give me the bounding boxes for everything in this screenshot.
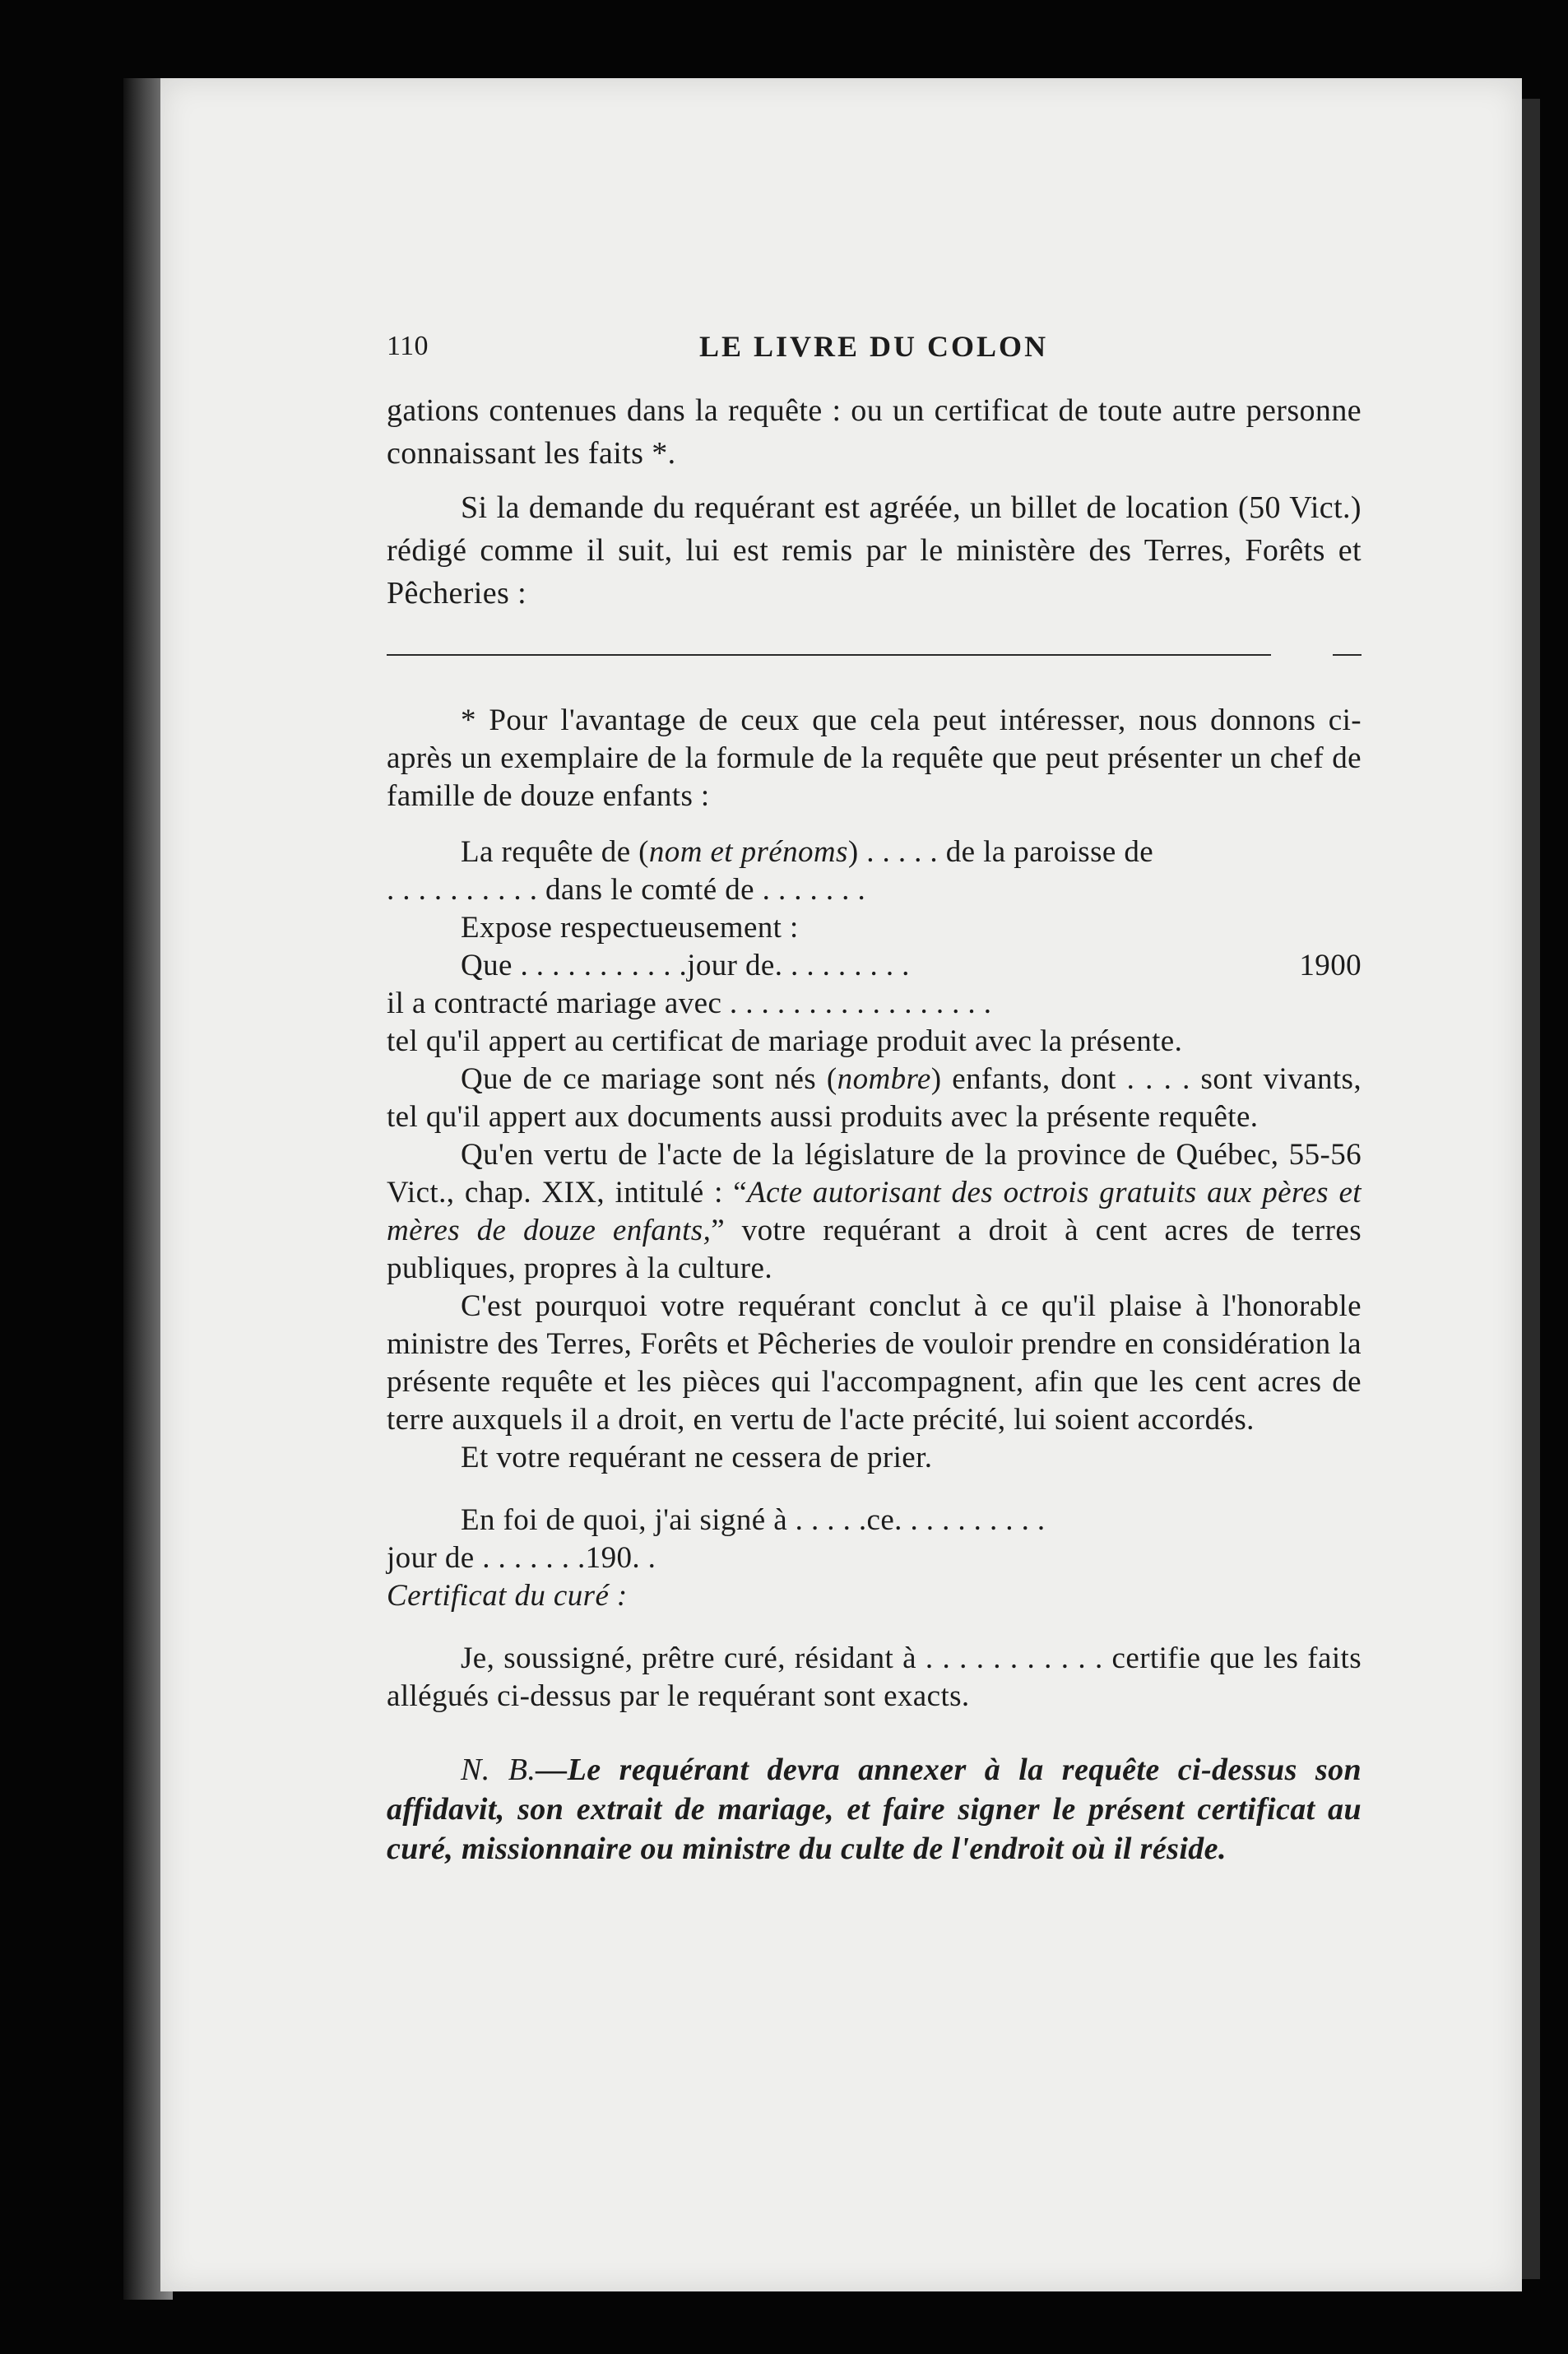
form-line-applicant (387, 833, 1362, 871)
form-paragraph-act (387, 1136, 1362, 1288)
footnote-rule-short (1333, 654, 1362, 656)
nota-bene (387, 1750, 1362, 1869)
form-paragraph-priest: Je, soussigné, prêtre curé, résidant à . . . . . . . . . . . certifie que les faits allégués ci-dessus par le requérant sont exacts. (387, 1641, 1362, 1713)
form-line-certificate: tel qu'il appert au certificat de mariage produit avec la présente. (387, 1024, 1183, 1058)
running-head (387, 325, 1362, 374)
form-line-signature: En foi de quoi, j'ai signé à . . . . .ce. . . . . . . . . . (461, 1503, 1046, 1537)
body-paragraph-2: Si la demande du requérant est agréée, un billet de location (50 Vict.) rédigé comme il suit, lui est remis par le ministère des Terres, Forêts et Pêcheries : (387, 490, 1362, 611)
spacer (387, 1615, 1362, 1640)
form-text: La requête de ( (461, 835, 649, 869)
footnote-rule (387, 654, 1271, 656)
form-heading-priest-certificate: Certificat du curé : (387, 1579, 628, 1613)
page-edge (1522, 99, 1540, 2279)
request-form (387, 833, 1362, 1869)
page-content (387, 325, 1362, 1869)
form-year: 1900 (1299, 949, 1362, 982)
form-text: Qu'en vertu de l'acte de la législature de la province de Québec, 55-56 Vict., chap. XIX, intitulé : “ (387, 1138, 1362, 1210)
spacer (387, 1716, 1362, 1750)
form-text: Que de ce mariage sont nés ( (461, 1062, 837, 1096)
form-text-italic: nombre (837, 1062, 931, 1096)
form-text: ” votre requérant a droit à cent acres de terres publiques, propres à la culture. (387, 1214, 1362, 1285)
nota-bene-label: N. B. (461, 1753, 536, 1787)
book-title: LE LIVRE DU COLON (699, 330, 1049, 363)
footnote-intro: * Pour l'avantage de ceux que cela peut intéresser, nous donnons ci-après un exemplaire de la formule de la requête que peut présenter un chef de famille de douze enfants : (387, 703, 1362, 813)
form-text: ) . . . . . de la paroisse de (847, 835, 1154, 869)
spacer (387, 1477, 1362, 1502)
footnote-separator (387, 644, 1362, 669)
form-line-marriage: il a contracté mariage avec . . . . . . . . . . . . . . . . . (387, 987, 992, 1020)
form-line-date (387, 947, 1362, 985)
form-line-expose: Expose respectueusement : (461, 911, 799, 945)
body-paragraph-1: gations contenues dans la requête : ou un certificat de toute autre personne connaissant les faits *. (387, 393, 1362, 471)
form-line-signature-date: jour de . . . . . . .190. . (387, 1541, 656, 1575)
form-text-italic: nom et prénoms (648, 835, 848, 869)
form-line-prayer: Et votre requérant ne cessera de prier. (461, 1441, 933, 1474)
form-text: Que . . . . . . . . . . .jour de. . . . . . . . . (461, 949, 910, 982)
form-line-county: . . . . . . . . . . dans le comté de . . . . . . . (387, 873, 866, 907)
nota-bene-text: —Le requérant devra annexer à la requête ci-dessus son affidavit, son extrait de mariage, et faire signer le présent certificat au curé, missionnaire ou ministre du culte de l'endroit où il réside. (387, 1753, 1362, 1866)
page-number: 110 (387, 331, 429, 361)
form-text-italic: Acte autorisant des octrois gratuits aux pères et mères de douze enfants, (387, 1176, 1362, 1247)
form-paragraph-children (387, 1061, 1362, 1136)
form-paragraph-conclusion: C'est pourquoi votre requérant conclut à ce qu'il plaise à l'honorable ministre des Terres, Forêts et Pêcheries de vouloir prendre en considération la présente requête et les pièces qui l'accompagnent, afin que les cent acres de terre auxquels il a droit, en vertu de l'acte précité, lui soient accordés. (387, 1289, 1362, 1437)
form-text: ) enfants, dont . . . . sont vivants, tel qu'il appert aux documents aussi produits avec la présente requête. (387, 1062, 1362, 1134)
